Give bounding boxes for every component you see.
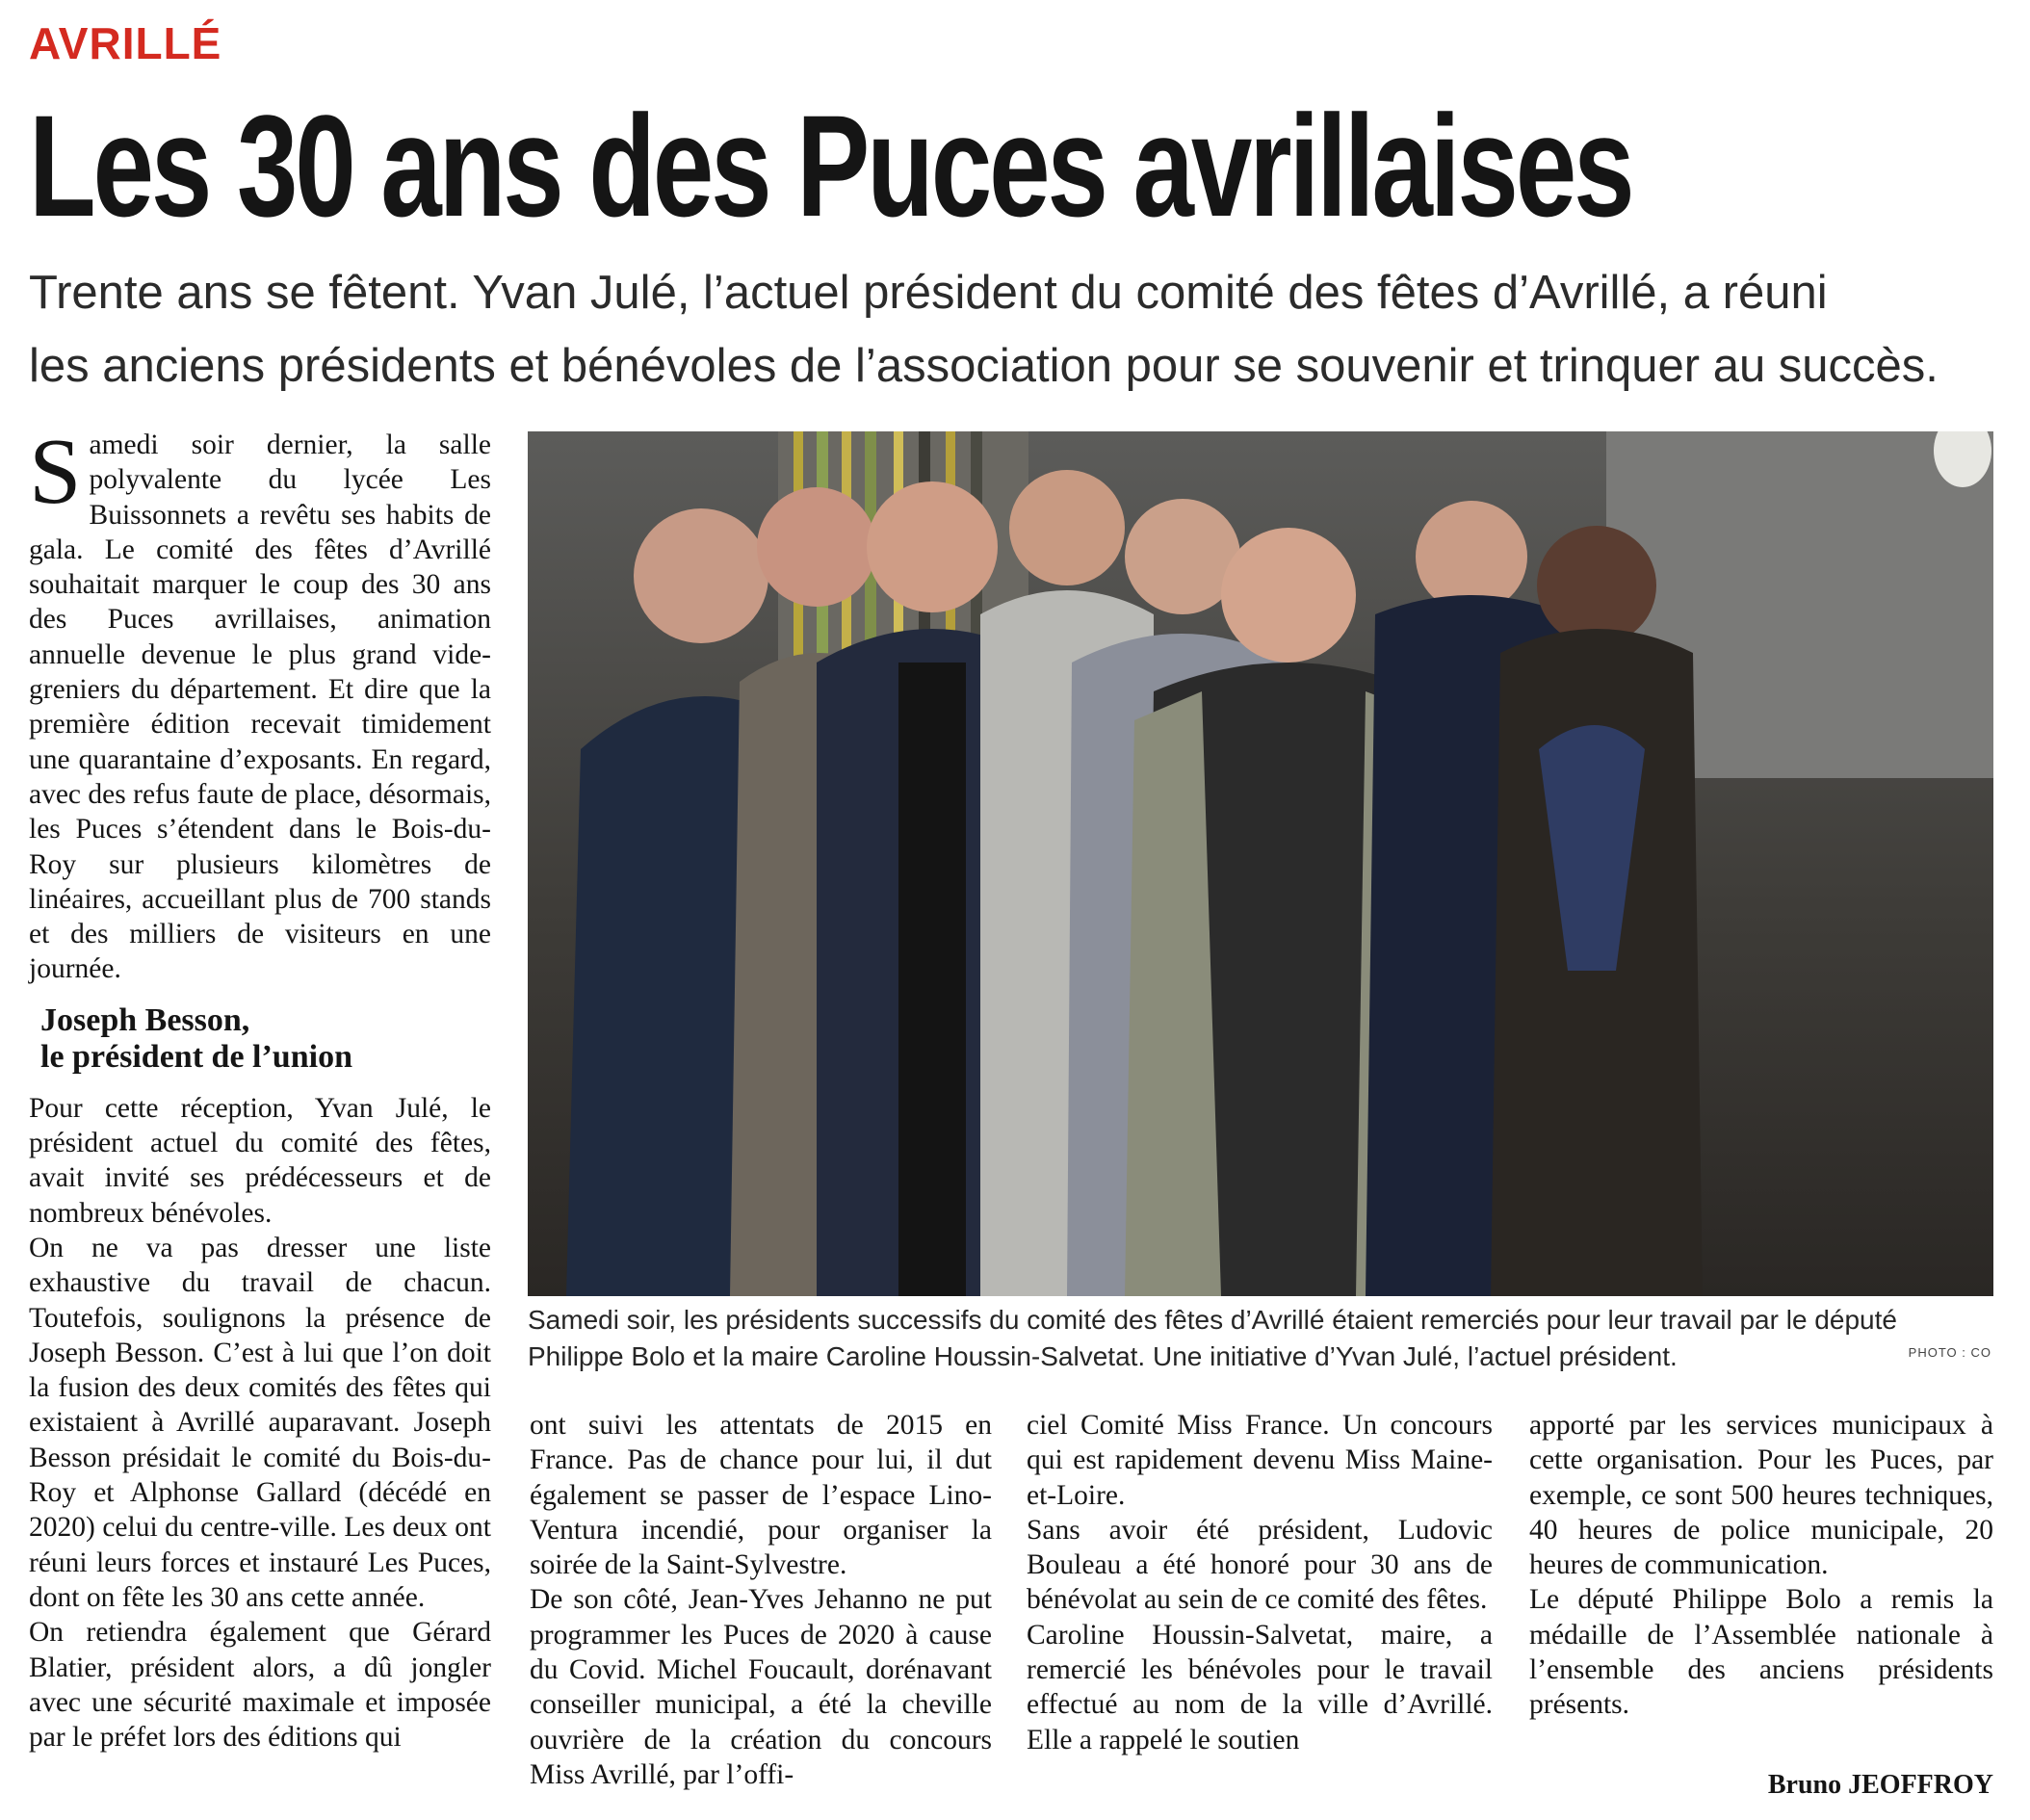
article-column-1 [29,420,491,1755]
article-column-2 [530,1408,992,1792]
subheading [40,1002,491,1076]
paragraph: On retiendra également que Gérard Blatier, président alors, a dû jongler avec une sécurité maximale et imposée par le préfet lors des éditions qui [29,1617,491,1754]
photo-caption [528,1302,1993,1375]
section-kicker: AVRILLÉ [29,18,222,68]
intro-paragraph-text: amedi soir dernier, la salle polyvalente du lycée Les Buissonnets a revêtu ses habits de gala. Le comité des fêtes d’Avrillé souhaitait marquer le coup des 30 ans des Puces avrillaises, animation annuelle devenue le plus grand vide-greniers du département. Et dire que la première édition recevait timidement une quarantaine d’exposants. En regard, avec des refus faute de place, désormais, les Puces s’étendent dans le Bois-du-Roy sur plusieurs kilomètres de linéaires, accueillant plus de 700 stands et des milliers de visiteurs en une journée. [29,429,491,985]
subheading-line-1: Joseph Besson, [40,1001,250,1038]
standfirst-line-2: les anciens présidents et bénévoles de l’association pour se souvenir et trinquer au succès. [29,340,1939,392]
paragraph: Pour cette réception, Yvan Julé, le président actuel du comité des fêtes, avait invité ses prédécesseurs et de nombreux bénévoles. [29,1092,491,1229]
intro-paragraph [29,420,491,987]
paragraph: Le député Philippe Bolo a remis la médaille de l’Assemblée nationale à l’ensemble des anciens présidents présents. [1529,1584,1993,1721]
photo-caption-text: Samedi soir, les présidents successifs du comité des fêtes d’Avrillé étaient remerciés pour leur travail par le député Philippe Bolo et la maire Caroline Houssin-Salvetat. Une initiative d’Yvan Julé, l’actuel président. [528,1305,1897,1371]
paragraph: De son côté, Jean-Yves Jehanno ne put programmer les Puces de 2020 à cause du Covid. Michel Foucault, dorénavant conseiller municipal, a été la cheville ouvrière de la création du concours Miss Avrillé, par l’offi- [530,1584,992,1790]
drop-cap: S [29,420,82,524]
group-photo-illustration [528,431,1993,1296]
standfirst-line-1: Trente ans se fêtent. Yvan Julé, l’actuel président du comité des fêtes d’Avrillé, a réuni [29,267,1828,319]
paragraph: Sans avoir été président, Ludovic Bouleau a été honoré pour 30 ans de bénévolat au sein de ce comité des fêtes. [1027,1514,1493,1616]
standfirst [29,256,2013,403]
paragraph: Caroline Houssin-Salvetat, maire, a remercié les bénévoles pour le travail effectué au nom de la ville d’Avrillé. Elle a rappelé le soutien [1027,1619,1493,1755]
photo-credit: PHOTO : CO [1908,1345,1991,1360]
article-column-3 [1027,1408,1493,1757]
paragraph: On ne va pas dresser une liste exhaustive du travail de chacun. Toutefois, soulignons la présence de Joseph Besson. C’est à lui que l’on doit la fusion des deux comités des fêtes qui existaient à Avrillé auparavant. Joseph Besson présidait le comité du Bois-du-Roy et Alphonse Gallard (décédé en 2020) celui du centre-ville. Les deux ont réuni leurs forces et instauré Les Puces, dont on fête les 30 ans cette année. [29,1232,491,1613]
paragraph: apporté par les services municipaux à cette organisation. Pour les Puces, par exemple, ce sont 500 heures techniques, 40 heures de police municipale, 20 heures de communication. [1529,1410,1993,1581]
article-headline: Les 30 ans des Puces avrillaises [29,85,1632,247]
paragraph: ciel Comité Miss France. Un concours qui est rapidement devenu Miss Maine-et-Loire. [1027,1410,1493,1511]
article-column-4 [1529,1408,1993,1723]
subheading-line-2: le président de l’union [40,1038,352,1075]
byline: Bruno JEOFFROY [1767,1770,1993,1800]
paragraph: ont suivi les attentats de 2015 en France. Pas de chance pour lui, il dut également se passer de l’espace Lino-Ventura incendié, pour organiser la soirée de la Saint-Sylvestre. [530,1410,992,1581]
group-photo [528,431,1993,1296]
